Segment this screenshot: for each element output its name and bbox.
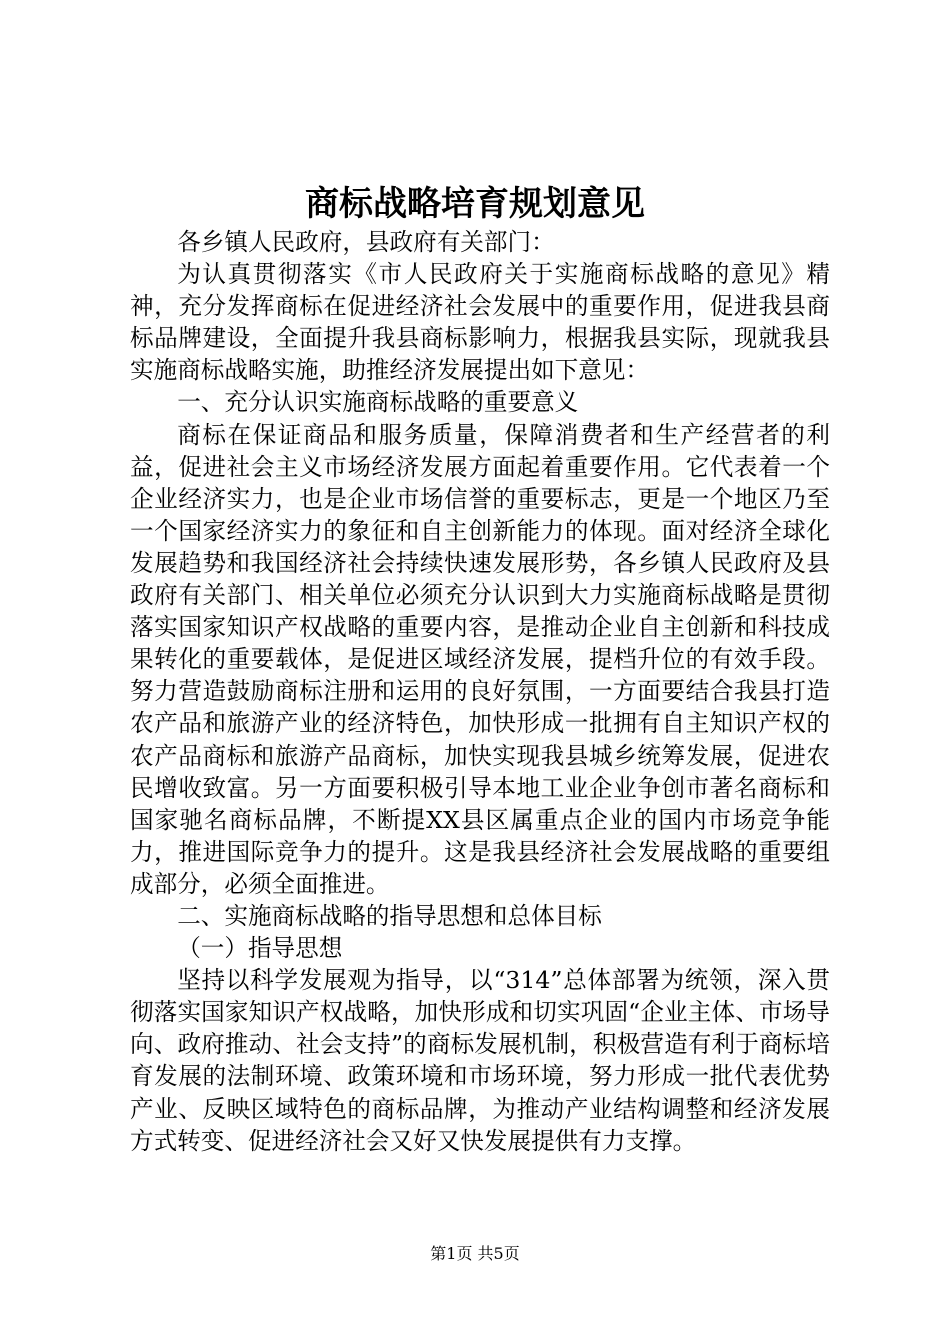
body-paragraph: 坚持以科学发展观为指导，以“314”总体部署为统领，深入贯彻落实国家知识产权战略，加快形成和切实巩固“企业主体、市场导向、政府推动、社会支持”的商标发展机制，积极营造有利于商标培育发展的法制环境、政策环境和市场环境，努力形成一批代表优势产业、反映区域特色的商标品牌，为推动产业结构调整和经济发展方式转变、促进经济社会又好又快发展提供有力支撑。	[130, 966, 830, 1155]
salutation-paragraph: 各乡镇人民政府，县政府有关部门：	[177, 228, 555, 256]
intro-paragraph: 为认真贯彻落实《市人民政府关于实施商标战略的意见》精神，充分发挥商标在促进经济社会发展中的重要作用，促进我县商标品牌建设，全面提升我县商标影响力，根据我县实际，现就我县实施商标战略实施，助推经济发展提出如下意见：	[130, 260, 830, 385]
document-body	[130, 226, 830, 1157]
section-heading-1: 一、充分认识实施商标战略的重要意义	[177, 388, 579, 417]
page-footer: 第1页 共5页	[430, 1244, 520, 1263]
body-paragraph: 商标在保证商品和服务质量，保障消费者和生产经营者的利益，促进社会主义市场经济发展方面起着重要作用。它代表着一个企业经济实力，也是企业市场信誉的重要标志，更是一个地区乃至一个国家经济实力的象征和自主创新能力的体现。面对经济全球化发展趋势和我国经济社会持续快速发展形势，各乡镇人民政府及县政府有关部门、相关单位必须充分认识到大力实施商标战略是贯彻落实国家知识产权战略的重要内容，是推动企业自主创新和科技成果转化的重要载体，是促进区域经济发展，提档升位的有效手段。努力营造鼓励商标注册和运用的良好氛围，一方面要结合我县打造农产品和旅游产业的经济特色，加快形成一批拥有自主知识产权的农产品商标和旅游产品商标，加快实现我县城乡统筹发展，促进农民增收致富。另一方面要积极引导本地工业企业争创市著名商标和国家驰名商标品牌，不断提XX县区属重点企业的国内市场竞争能力，推进国际竞争力的提升。这是我县经济社会发展战略的重要组成部分，必须全面推进。	[130, 420, 830, 898]
document-title: 商标战略培育规划意见	[305, 184, 645, 224]
section-heading-2: 二、实施商标战略的指导思想和总体目标	[177, 901, 602, 930]
subsection-heading: （一）指导思想	[177, 934, 343, 963]
